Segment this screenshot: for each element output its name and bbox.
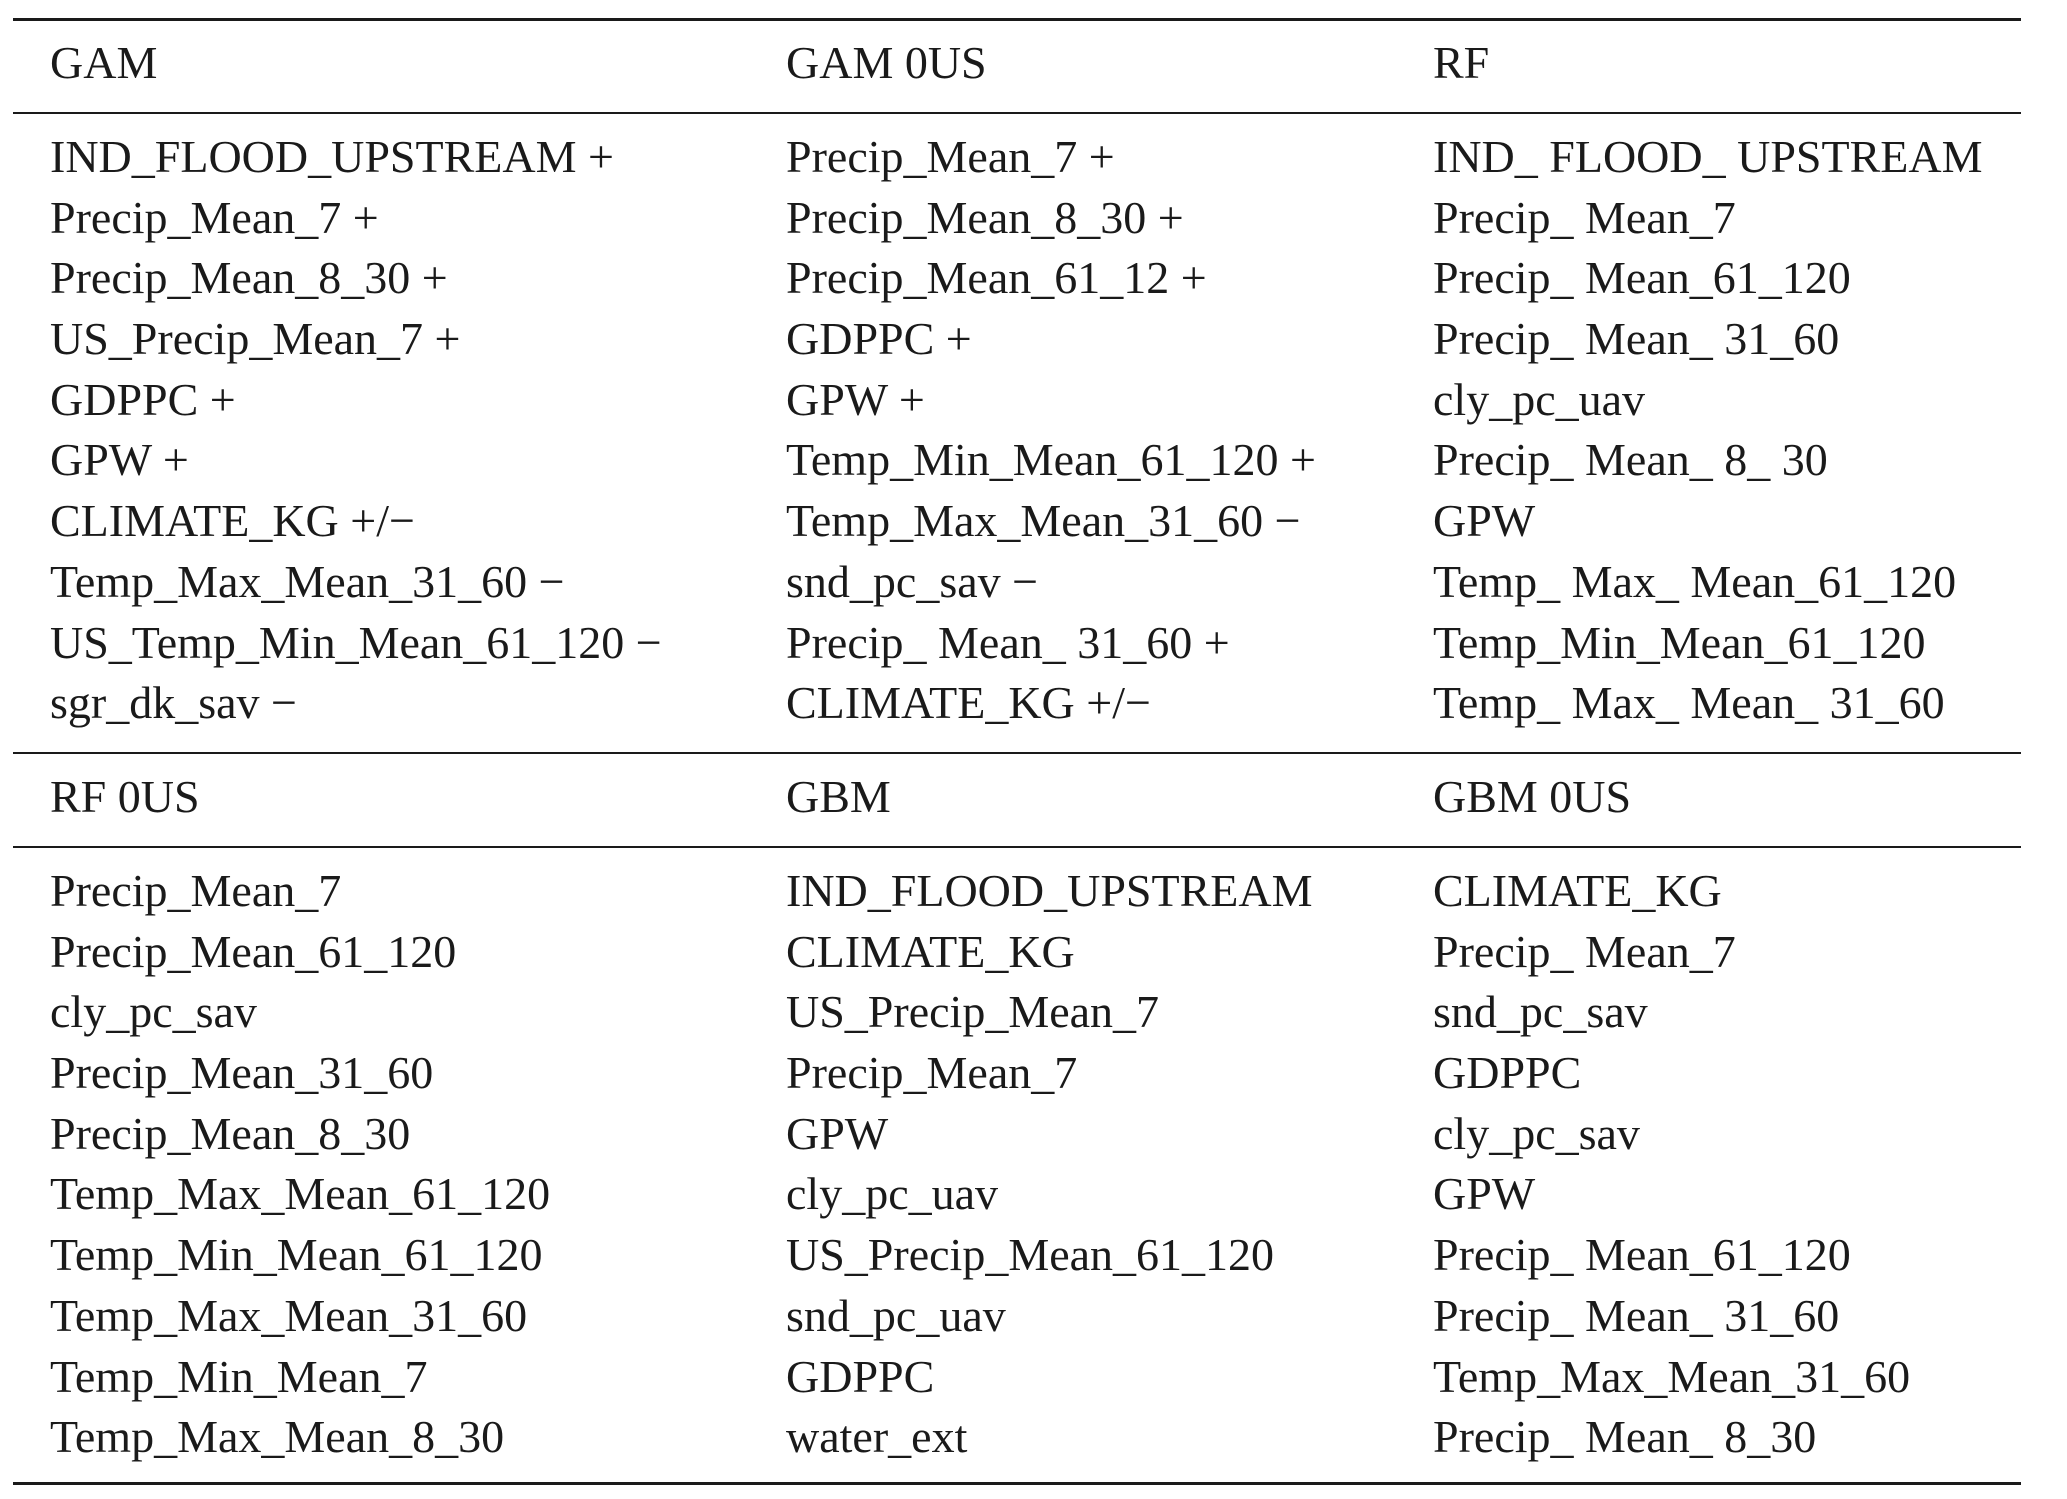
column-rf [1433, 127, 1982, 734]
block1-header-rule [13, 112, 2021, 114]
cell: CLIMATE_KG [1433, 865, 1722, 916]
cell: Precip_Mean_61_120 [50, 925, 457, 977]
cell: GDPPC + [786, 313, 972, 365]
cell: Temp_Min_Mean_61_120 + [786, 434, 1316, 486]
block-separator-rule [13, 752, 2021, 754]
cell: Precip_ Mean_ 31_60 [1433, 313, 1840, 365]
cell: Precip_Mean_7 + [50, 191, 379, 243]
table-top-rule [13, 18, 2021, 21]
block2-header-rule [13, 846, 2021, 848]
cell: Temp_Max_Mean_31_60 − [50, 555, 565, 607]
cell: Precip_ Mean_61_120 [1433, 252, 1851, 304]
cell: Precip_ Mean_ 31_60 + [786, 616, 1230, 668]
cell: GPW + [50, 434, 189, 486]
column-gam [50, 127, 662, 734]
cell: snd_pc_sav [1433, 986, 1648, 1038]
cell: Temp_Max_Mean_31_60 [1433, 1350, 1911, 1402]
cell: snd_pc_uav [786, 1289, 1006, 1341]
cell: Precip_ Mean_ 31_60 [1433, 1289, 1840, 1341]
cell: Temp_Max_Mean_61_120 [50, 1168, 551, 1220]
cell: cly_pc_sav [1433, 1107, 1640, 1159]
header-rf-0us: RF 0US [50, 771, 200, 822]
cell: CLIMATE_KG +/− [786, 677, 1151, 729]
cell: Temp_Max_Mean_31_60 [50, 1289, 528, 1341]
cell: US_Temp_Min_Mean_61_120 − [50, 616, 662, 668]
cell: Precip_ Mean_7 [1433, 191, 1736, 243]
cell: Precip_Mean_8_30 [50, 1107, 411, 1159]
cell: Precip_Mean_7 + [786, 131, 1115, 182]
cell: Temp_ Max_ Mean_ 31_60 [1433, 677, 1945, 729]
cell: GPW [786, 1107, 889, 1159]
cell: US_Precip_Mean_7 [786, 986, 1160, 1038]
cell: snd_pc_sav − [786, 555, 1039, 607]
cell: US_Precip_Mean_61_120 [786, 1229, 1275, 1281]
column-gbm [786, 861, 1312, 1468]
cell: CLIMATE_KG [786, 925, 1075, 977]
cell: Precip_Mean_61_12 + [786, 252, 1207, 304]
cell: Temp_Min_Mean_61_120 [1433, 616, 1926, 668]
cell: Precip_ Mean_61_120 [1433, 1229, 1851, 1281]
cell: GPW + [786, 373, 925, 425]
cell: IND_FLOOD_UPSTREAM + [50, 131, 614, 182]
header-rf: RF [1433, 37, 1490, 88]
cell: GDPPC [786, 1350, 935, 1402]
cell: GDPPC [1433, 1047, 1582, 1099]
cell: Precip_Mean_8_30 + [50, 252, 448, 304]
table-bottom-rule [13, 1482, 2021, 1485]
header-gbm-0us: GBM 0US [1433, 771, 1632, 822]
column-rf-0us [50, 861, 550, 1468]
cell: GPW [1433, 1168, 1536, 1220]
cell: Precip_ Mean_ 8_ 30 [1433, 434, 1828, 486]
cell: GPW [1433, 495, 1536, 547]
cell: Temp_ Max_ Mean_61_120 [1433, 555, 1957, 607]
cell: US_Precip_Mean_7 + [50, 313, 461, 365]
cell: Precip_Mean_8_30 + [786, 191, 1184, 243]
cell: Precip_ Mean_ 8_30 [1433, 1411, 1817, 1463]
header-gam-0us: GAM 0US [786, 37, 987, 88]
cell: cly_pc_uav [786, 1168, 999, 1220]
cell: water_ext [786, 1411, 968, 1463]
cell: GDPPC + [50, 373, 236, 425]
cell: Precip_ Mean_7 [1433, 925, 1736, 977]
header-gbm: GBM [786, 771, 891, 822]
cell: IND_FLOOD_UPSTREAM [786, 865, 1313, 916]
cell: Temp_Min_Mean_61_120 [50, 1229, 543, 1281]
cell: Temp_Min_Mean_7 [50, 1350, 428, 1402]
cell: Precip_Mean_7 [50, 865, 342, 916]
cell: cly_pc_uav [1433, 373, 1646, 425]
cell: IND_ FLOOD_ UPSTREAM [1433, 131, 1983, 182]
cell: Precip_Mean_7 [786, 1047, 1078, 1099]
cell: CLIMATE_KG +/− [50, 495, 415, 547]
header-gam: GAM [50, 37, 158, 88]
column-gbm-0us [1433, 861, 1910, 1468]
cell: Precip_Mean_31_60 [50, 1047, 434, 1099]
cell: Temp_Max_Mean_8_30 [50, 1411, 505, 1463]
cell: cly_pc_sav [50, 986, 257, 1038]
column-gam-0us [786, 127, 1316, 734]
cell: Temp_Max_Mean_31_60 − [786, 495, 1301, 547]
cell: sgr_dk_sav − [50, 677, 297, 729]
